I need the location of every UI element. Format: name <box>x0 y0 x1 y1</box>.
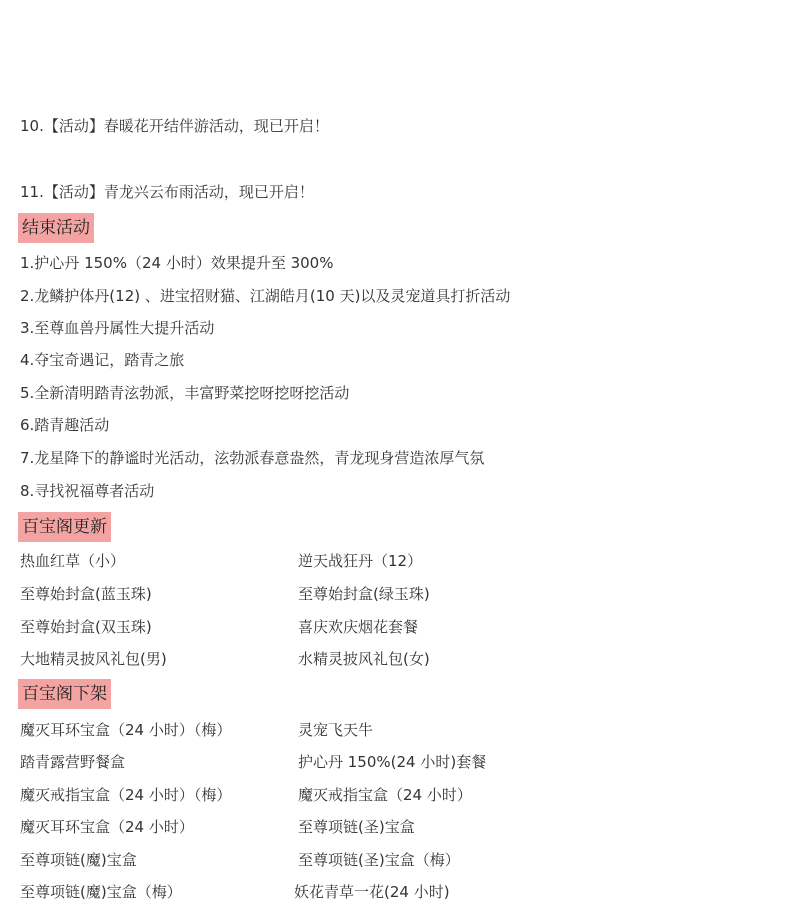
announcement-10: 10.【活动】春暖花开结伴游活动，现已开启！ <box>20 117 329 135</box>
store-removed-item: 魔灭耳环宝盒（24 小时）（梅） <box>20 721 232 739</box>
section-header-store-update: 百宝阁更新 <box>18 512 111 542</box>
store-removed-item: 魔灭耳环宝盒（24 小时） <box>20 818 194 836</box>
ended-activity-item: 7.龙星降下的静谧时光活动，泫勃派春意盎然，青龙现身营造浓厚气氛 <box>20 449 485 467</box>
ended-activity-item: 4.夺宝奇遇记，踏青之旅 <box>20 351 185 369</box>
store-update-item: 水精灵披风礼包(女) <box>298 650 430 668</box>
ended-activity-item: 6.踏青趣活动 <box>20 416 110 434</box>
store-update-item: 逆天战狂丹（12） <box>298 552 423 570</box>
store-update-item: 热血红草（小） <box>20 552 126 570</box>
store-removed-item: 踏青露营野餐盒 <box>20 753 126 771</box>
store-update-item: 至尊始封盒(蓝玉珠) <box>20 585 152 603</box>
section-header-ended-activities: 结束活动 <box>18 213 94 243</box>
store-update-item: 喜庆欢庆烟花套餐 <box>298 618 419 636</box>
store-removed-item: 至尊项链(圣)宝盒（梅） <box>298 851 460 869</box>
store-removed-item: 妖花青草一花(24 小时) <box>294 883 450 901</box>
announcement-11: 11.【活动】青龙兴云布雨活动，现已开启！ <box>20 183 314 201</box>
store-update-item: 大地精灵披风礼包(男) <box>20 650 167 668</box>
ended-activity-item: 5.全新清明踏青泫勃派，丰富野菜挖呀挖呀挖活动 <box>20 384 350 402</box>
ended-activity-item: 8.寻找祝福尊者活动 <box>20 482 155 500</box>
store-update-item: 至尊始封盒(绿玉珠) <box>298 585 430 603</box>
store-removed-item: 至尊项链(圣)宝盒 <box>298 818 415 836</box>
store-removed-item: 护心丹 150%(24 小时)套餐 <box>298 753 487 771</box>
ended-activity-item: 1.护心丹 150%（24 小时）效果提升至 300% <box>20 254 334 272</box>
section-header-store-removed: 百宝阁下架 <box>18 679 111 709</box>
store-removed-item: 至尊项链(魔)宝盒（梅） <box>20 883 182 901</box>
store-removed-item: 至尊项链(魔)宝盒 <box>20 851 137 869</box>
store-update-item: 至尊始封盒(双玉珠) <box>20 618 152 636</box>
store-removed-item: 魔灭戒指宝盒（24 小时）（梅） <box>20 786 232 804</box>
ended-activity-item: 2.龙鳞护体丹(12) 、进宝招财猫、江湖皓月(10 天)以及灵宠道具打折活动 <box>20 287 511 305</box>
store-removed-item: 魔灭戒指宝盒（24 小时） <box>298 786 472 804</box>
store-removed-item: 灵宠飞天牛 <box>298 721 374 739</box>
ended-activity-item: 3.至尊血兽丹属性大提升活动 <box>20 319 215 337</box>
